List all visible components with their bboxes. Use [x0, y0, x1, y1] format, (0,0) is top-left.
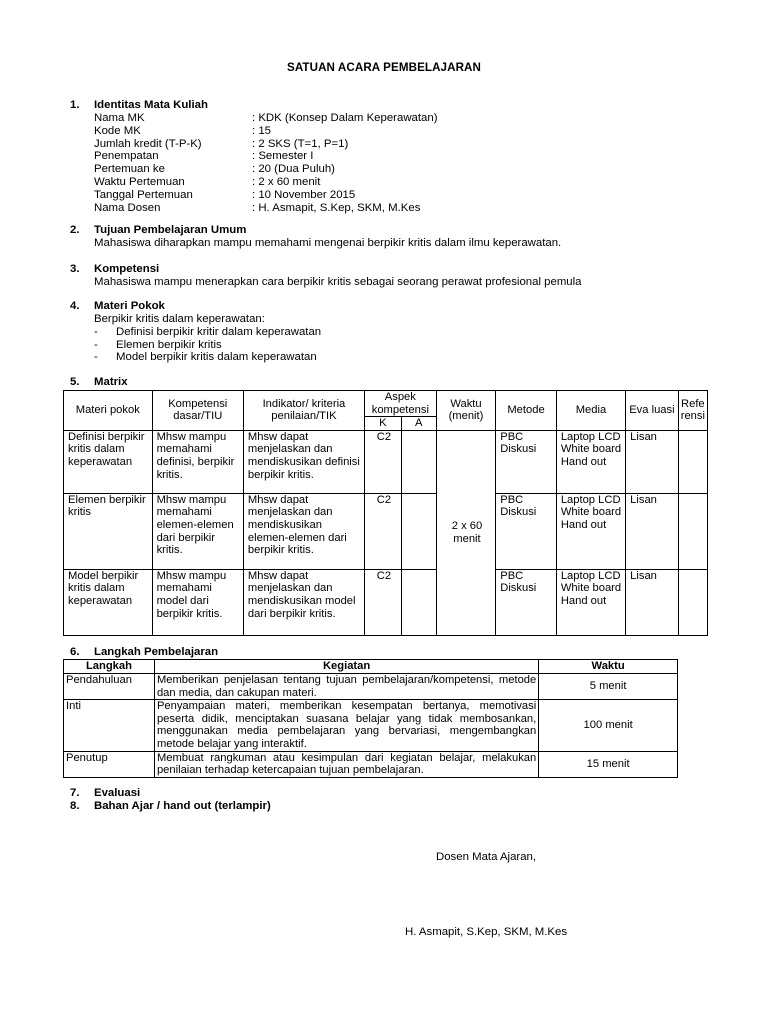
- list-item: [94, 326, 321, 339]
- identity-label: Nama MK: [94, 112, 145, 124]
- cell-kompetensi: Mhsw mampu memahami model dari berpikir kritis.: [152, 569, 243, 635]
- cell-k: C2: [364, 569, 401, 635]
- section-title: Langkah Pembelajaran: [94, 646, 219, 658]
- table-row: [64, 751, 678, 777]
- section-4-heading: [70, 300, 165, 313]
- section-5-heading: [70, 376, 128, 389]
- cell-materi: Elemen berpikir kritis: [64, 493, 153, 569]
- table-row: [64, 430, 708, 493]
- cell-referensi: [678, 493, 707, 569]
- cell-kegiatan: Penyampaian materi, memberikan kesempatan bertanya, memotivasi peserta didik, menciptakan suasana belajar yang tidak membosankan, menggunakan media pembelajaran yang bervariasi, mengembangkan metode belajar yang interaktif.: [154, 700, 538, 751]
- identity-value: : 2 SKS (T=1, P=1): [252, 137, 349, 150]
- list-item-text: Definisi berpikir kritir dalam keperawatan: [116, 325, 322, 338]
- section-number: 3.: [70, 263, 80, 275]
- section-number: 4.: [70, 300, 80, 312]
- section-7-heading: [70, 787, 140, 800]
- section-title: Tujuan Pembelajaran Umum: [94, 224, 247, 236]
- section-2-text: Mahasiswa diharapkan mampu memahami mengenai berpikir kritis dalam ilmu keperawatan.: [94, 237, 562, 249]
- cell-materi: Definisi berpikir kritis dalam keperawatan: [64, 430, 153, 493]
- section-title: Matrix: [94, 376, 128, 388]
- col-header-k: K: [364, 417, 401, 431]
- cell-waktu: 2 x 60 menit: [436, 430, 496, 635]
- table-row: [64, 493, 708, 569]
- cell-a: [401, 569, 436, 635]
- cell-waktu: 5 menit: [539, 674, 678, 700]
- section-title: Evaluasi: [94, 787, 141, 799]
- section-title: Identitas Mata Kuliah: [94, 99, 208, 111]
- col-header-evaluasi: Eva luasi: [626, 391, 679, 431]
- cell-kegiatan: Membuat rangkuman atau kesimpulan dari kegiatan belajar, melakukan penilaian terhadap ketercapaian tujuan pembelajaran.: [154, 751, 538, 777]
- list-item: [94, 339, 222, 352]
- identity-label: Pertemuan ke: [94, 163, 165, 176]
- col-header-langkah: Langkah: [64, 660, 155, 674]
- col-header-metode: Metode: [496, 391, 557, 431]
- identity-label: Kode MK: [94, 124, 141, 137]
- list-item-text: Elemen berpikir kritis: [116, 338, 222, 351]
- list-item: [94, 351, 317, 364]
- cell-a: [401, 430, 436, 493]
- col-header-waktu: Waktu: [539, 660, 678, 674]
- matrix-header-row: [64, 391, 708, 417]
- cell-materi: Model berpikir kritis dalam keperawatan: [64, 569, 153, 635]
- section-2-heading: [70, 224, 246, 237]
- list-dash: -: [94, 351, 98, 364]
- section-title: Kompetensi: [94, 263, 160, 275]
- identity-label: Penempatan: [94, 150, 159, 163]
- section-title: Materi Pokok: [94, 300, 165, 312]
- col-header-a: A: [401, 417, 436, 431]
- col-header-aspek: Aspek kompetensi: [364, 391, 436, 417]
- cell-langkah: Pendahuluan: [64, 674, 155, 700]
- identity-label: Tanggal Pertemuan: [94, 188, 193, 201]
- identity-value: : KDK (Konsep Dalam Keperawatan): [252, 112, 438, 124]
- cell-kegiatan: Memberikan penjelasan tentang tujuan pembelajaran/kompetensi, metode dan media, dan cakupan materi.: [154, 674, 538, 700]
- cell-referensi: [678, 569, 707, 635]
- identity-value: : H. Asmapit, S.Kep, SKM, M.Kes: [252, 201, 421, 214]
- signature-name: H. Asmapit, S.Kep, SKM, M.Kes: [405, 926, 568, 938]
- cell-referensi: [678, 430, 707, 493]
- cell-indikator: Mhsw dapat menjelaskan dan mendiskusikan model dari berpikir kritis.: [243, 569, 364, 635]
- cell-langkah: Penutup: [64, 751, 155, 777]
- cell-k: C2: [364, 430, 401, 493]
- cell-kompetensi: Mhsw mampu memahami definisi, berpikir kritis.: [152, 430, 243, 493]
- section-1-heading: [70, 99, 208, 112]
- cell-evaluasi: Lisan: [626, 430, 679, 493]
- identity-label: Nama Dosen: [94, 201, 161, 214]
- section-3-heading: [70, 263, 159, 276]
- section-number: 2.: [70, 224, 80, 236]
- cell-k: C2: [364, 493, 401, 569]
- col-header-kegiatan: Kegiatan: [154, 660, 538, 674]
- table-row: [64, 700, 678, 751]
- cell-indikator: Mhsw dapat menjelaskan dan mendiskusikan definisi berpikir kritis.: [243, 430, 364, 493]
- col-header-referensi: Refe rensi: [678, 391, 707, 431]
- identity-value: : 20 (Dua Puluh): [252, 163, 335, 176]
- section-number: 5.: [70, 376, 80, 388]
- langkah-header-row: [64, 660, 678, 674]
- cell-a: [401, 493, 436, 569]
- signature-role: Dosen Mata Ajaran,: [436, 851, 537, 863]
- cell-langkah: Inti: [64, 700, 155, 751]
- list-dash: -: [94, 325, 98, 338]
- cell-evaluasi: Lisan: [626, 569, 679, 635]
- identity-value: : 2 x 60 menit: [252, 176, 321, 188]
- section-8-heading: [70, 800, 271, 813]
- cell-metode: PBC Diskusi: [496, 493, 557, 569]
- cell-indikator: Mhsw dapat menjelaskan dan mendiskusikan elemen-elemen dari berpikir kritis.: [243, 493, 364, 569]
- cell-waktu: 100 menit: [539, 700, 678, 751]
- section-6-heading: [70, 646, 218, 659]
- col-header-media: Media: [556, 391, 625, 431]
- table-row: [64, 674, 678, 700]
- cell-kompetensi: Mhsw mampu memahami elemen-elemen dari berpikir kritis.: [152, 493, 243, 569]
- cell-metode: PBC Diskusi: [496, 430, 557, 493]
- col-header-materi: Materi pokok: [64, 391, 153, 431]
- list-item-text: Model berpikir kritis dalam keperawatan: [116, 351, 317, 364]
- identity-value: : 15: [252, 124, 271, 137]
- langkah-table: [63, 659, 678, 778]
- cell-media: Laptop LCD White board Hand out: [556, 430, 625, 493]
- list-dash: -: [94, 338, 98, 351]
- section-3-text: Mahasiswa mampu menerapkan cara berpikir kritis sebagai seorang perawat profesional pemula: [94, 276, 582, 288]
- matrix-table: [63, 390, 708, 636]
- table-row: [64, 569, 708, 635]
- identity-label: Waktu Pertemuan: [94, 176, 185, 188]
- cell-evaluasi: Lisan: [626, 493, 679, 569]
- cell-media: Laptop LCD White board Hand out: [556, 569, 625, 635]
- col-header-indikator: Indikator/ kriteria penilaian/TIK: [243, 391, 364, 431]
- cell-waktu: 15 menit: [539, 751, 678, 777]
- cell-media: Laptop LCD White board Hand out: [556, 493, 625, 569]
- identity-value: : Semester I: [252, 150, 314, 163]
- section-4-intro: Berpikir kritis dalam keperawatan:: [94, 313, 265, 325]
- section-title: Bahan Ajar / hand out (terlampir): [94, 800, 271, 812]
- cell-metode: PBC Diskusi: [496, 569, 557, 635]
- col-header-kompetensi: Kompetensi dasar/TIU: [152, 391, 243, 431]
- section-number: 8.: [70, 800, 80, 812]
- section-number: 7.: [70, 787, 80, 799]
- col-header-waktu: Waktu (menit): [436, 391, 496, 431]
- section-number: 6.: [70, 646, 80, 658]
- identity-value: : 10 November 2015: [252, 188, 356, 201]
- section-number: 1.: [70, 99, 80, 111]
- document-title: SATUAN ACARA PEMBELAJARAN: [286, 61, 481, 74]
- identity-label: Jumlah kredit (T-P-K): [94, 137, 202, 150]
